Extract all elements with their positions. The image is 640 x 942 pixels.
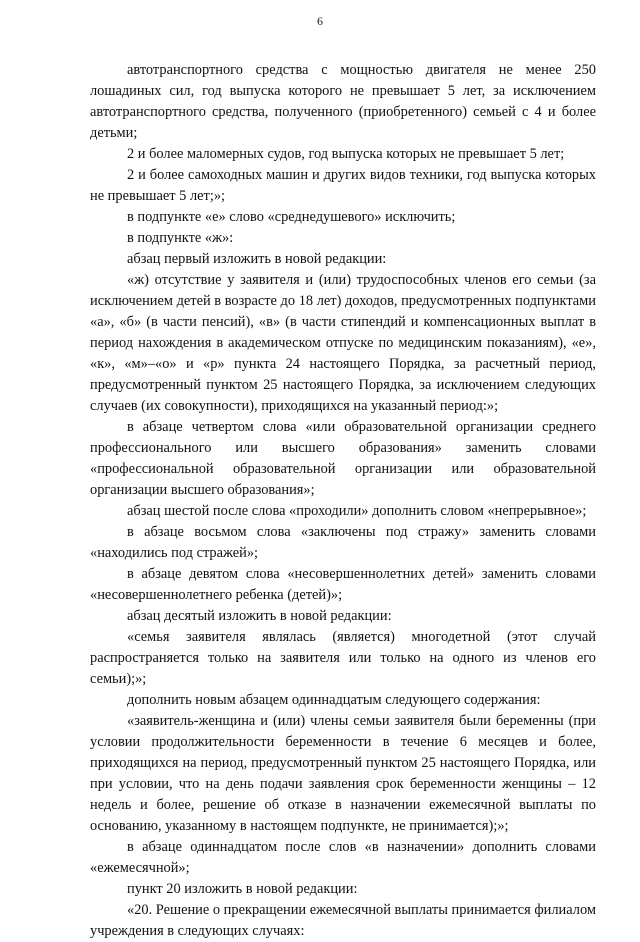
document-body (90, 60, 596, 942)
paragraph: «семья заявителя являлась (является) многодетной (этот случай распространяется только на заявителя или только на одного из членов его семьи);»; (90, 629, 596, 687)
paragraph: 2 и более самоходных машин и других видов техники, год выпуска которых не превышает 5 лет;»; (90, 167, 596, 204)
paragraph: абзац десятый изложить в новой редакции: (127, 608, 392, 624)
paragraph: в абзаце девятом слова «несовершеннолетних детей» заменить словами «несовершеннолетнего ребенка (детей)»; (90, 566, 596, 603)
paragraph: в абзаце восьмом слова «заключены под стражу» заменить словами «находились под стражей»; (90, 524, 596, 561)
paragraph: абзац первый изложить в новой редакции: (127, 251, 387, 267)
paragraph: автотранспортного средства с мощностью двигателя не менее 250 лошадиных сил, год выпуска которого не превышает 5 лет, за исключением автотранспортного средства, полученного (приобретенного) семьей с 4 и более детьми; (90, 62, 596, 141)
paragraph: «заявитель-женщина и (или) члены семьи заявителя были беременны (при условии продолжительности беременности в течение 6 месяцев и более, приходящихся на период, предусмотренный пунктом 25 настоящего Порядка, или при условии, что на день подачи заявления срок беременности женщины – 12 недель и более, решение об отказе в назначении ежемесячной выплаты по основанию, указанному в настоящем подпункте, не принимается);»; (90, 713, 596, 834)
paragraph: в подпункте «ж»: (127, 230, 234, 246)
paragraph: абзац шестой после слова «проходили» дополнить словом «непрерывное»; (127, 503, 587, 519)
page-number: 6 (317, 14, 323, 28)
paragraph: «20. Решение о прекращении ежемесячной выплаты принимается филиалом учреждения в следующих случаях: (90, 902, 596, 939)
paragraph: в подпункте «е» слово «среднедушевого» исключить; (127, 209, 456, 225)
paragraph: «ж) отсутствие у заявителя и (или) трудоспособных членов его семьи (за исключением детей в возрасте до 18 лет) доходов, предусмотренных подпунктами «а», «б» (в части пенсий), «в» (в части стипендий и компенсационных выплат в период нахождения в академическом отпуске по медицинским показаниям), «е», «к», «м»–«о» и «р» пункта 24 настоящего Порядка, за расчетный период, предусмотренный пунктом 25 настоящего Порядка, за исключением следующих случаев (их совокупности), приходящихся на указанный период:»; (90, 272, 596, 414)
paragraph: 2 и более маломерных судов, год выпуска которых не превышает 5 лет; (127, 146, 565, 162)
paragraph: в абзаце одиннадцатом после слов «в назначении» дополнить словами «ежемесячной»; (90, 839, 596, 876)
paragraph: в абзаце четвертом слова «или образовательной организации среднего профессионального или высшего образования» заменить словами «профессиональной образовательной организации или образовательной организации высшего образования»; (90, 419, 596, 498)
paragraph: пункт 20 изложить в новой редакции: (127, 881, 358, 897)
paragraph: дополнить новым абзацем одиннадцатым следующего содержания: (127, 692, 541, 708)
